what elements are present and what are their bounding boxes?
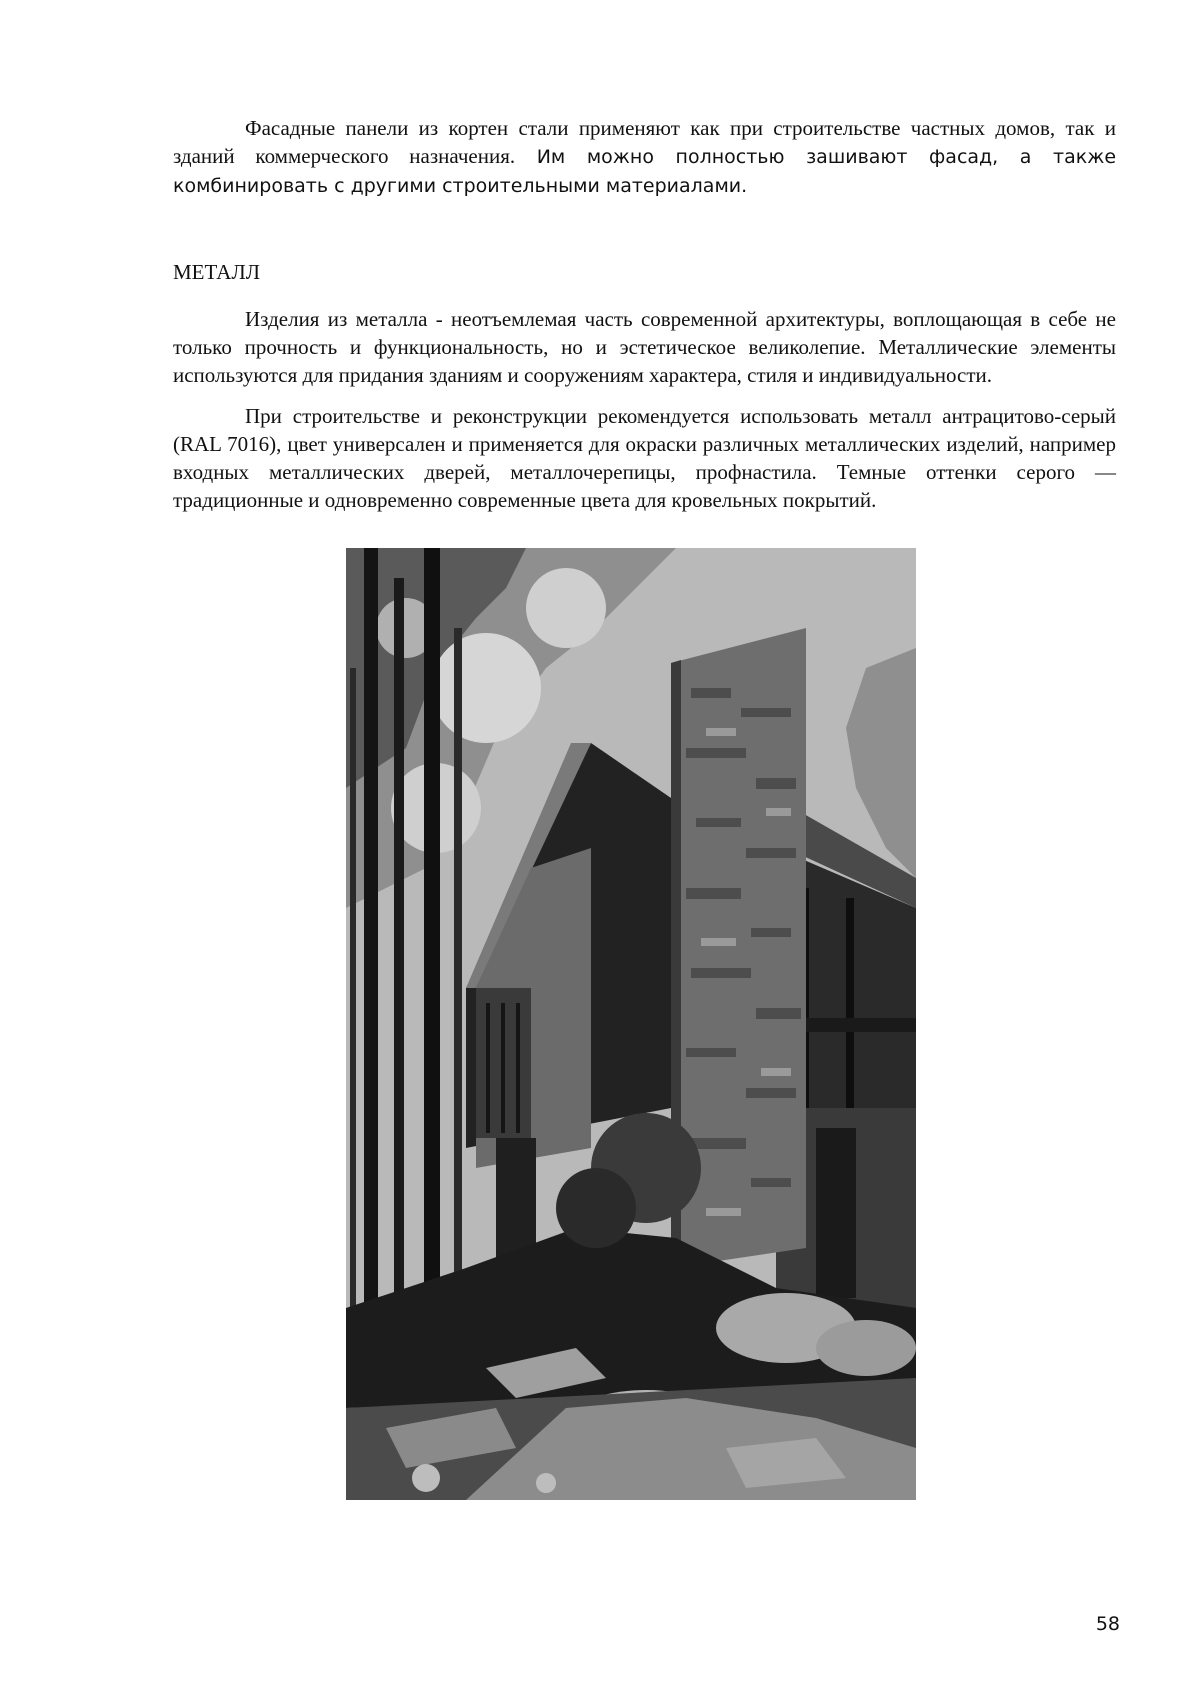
- section-heading-metal: МЕТАЛЛ: [173, 260, 260, 284]
- paragraph-corten-facade: [173, 114, 1116, 200]
- house-photo: [346, 548, 916, 1500]
- paragraph-metal-products: Изделия из металла - неотъемлемая часть современной архитектуры, воплощающая в себе не только прочность и функциональность, но и эстетическое великолепие. Металлические элементы используются для придания зданиям и сооружениям характера, стиля и индивидуальности.: [173, 307, 1116, 387]
- paragraph-corten-facade-sans: Им можно полностью зашивают фасад, а также комбинировать с другими строительными материалами.: [173, 146, 1117, 197]
- paragraph-corten-facade-serif: Фасадные панели из кортен стали применяют как при строительстве частных домов, так и зданий коммерческого назначения.: [173, 116, 1116, 168]
- page-number: 58: [1095, 1613, 1120, 1635]
- paragraph-anthracite-grey: При строительстве и реконструкции рекомендуется использовать металл антрацитово-серый (RAL 7016), цвет универсален и применяется для окраски различных металлических изделий, например входных металлических дверей, металлочерепицы, профнастила. Темные оттенки серого — традиционные и одновременно современные цвета для кровельных покрытий.: [173, 404, 1116, 512]
